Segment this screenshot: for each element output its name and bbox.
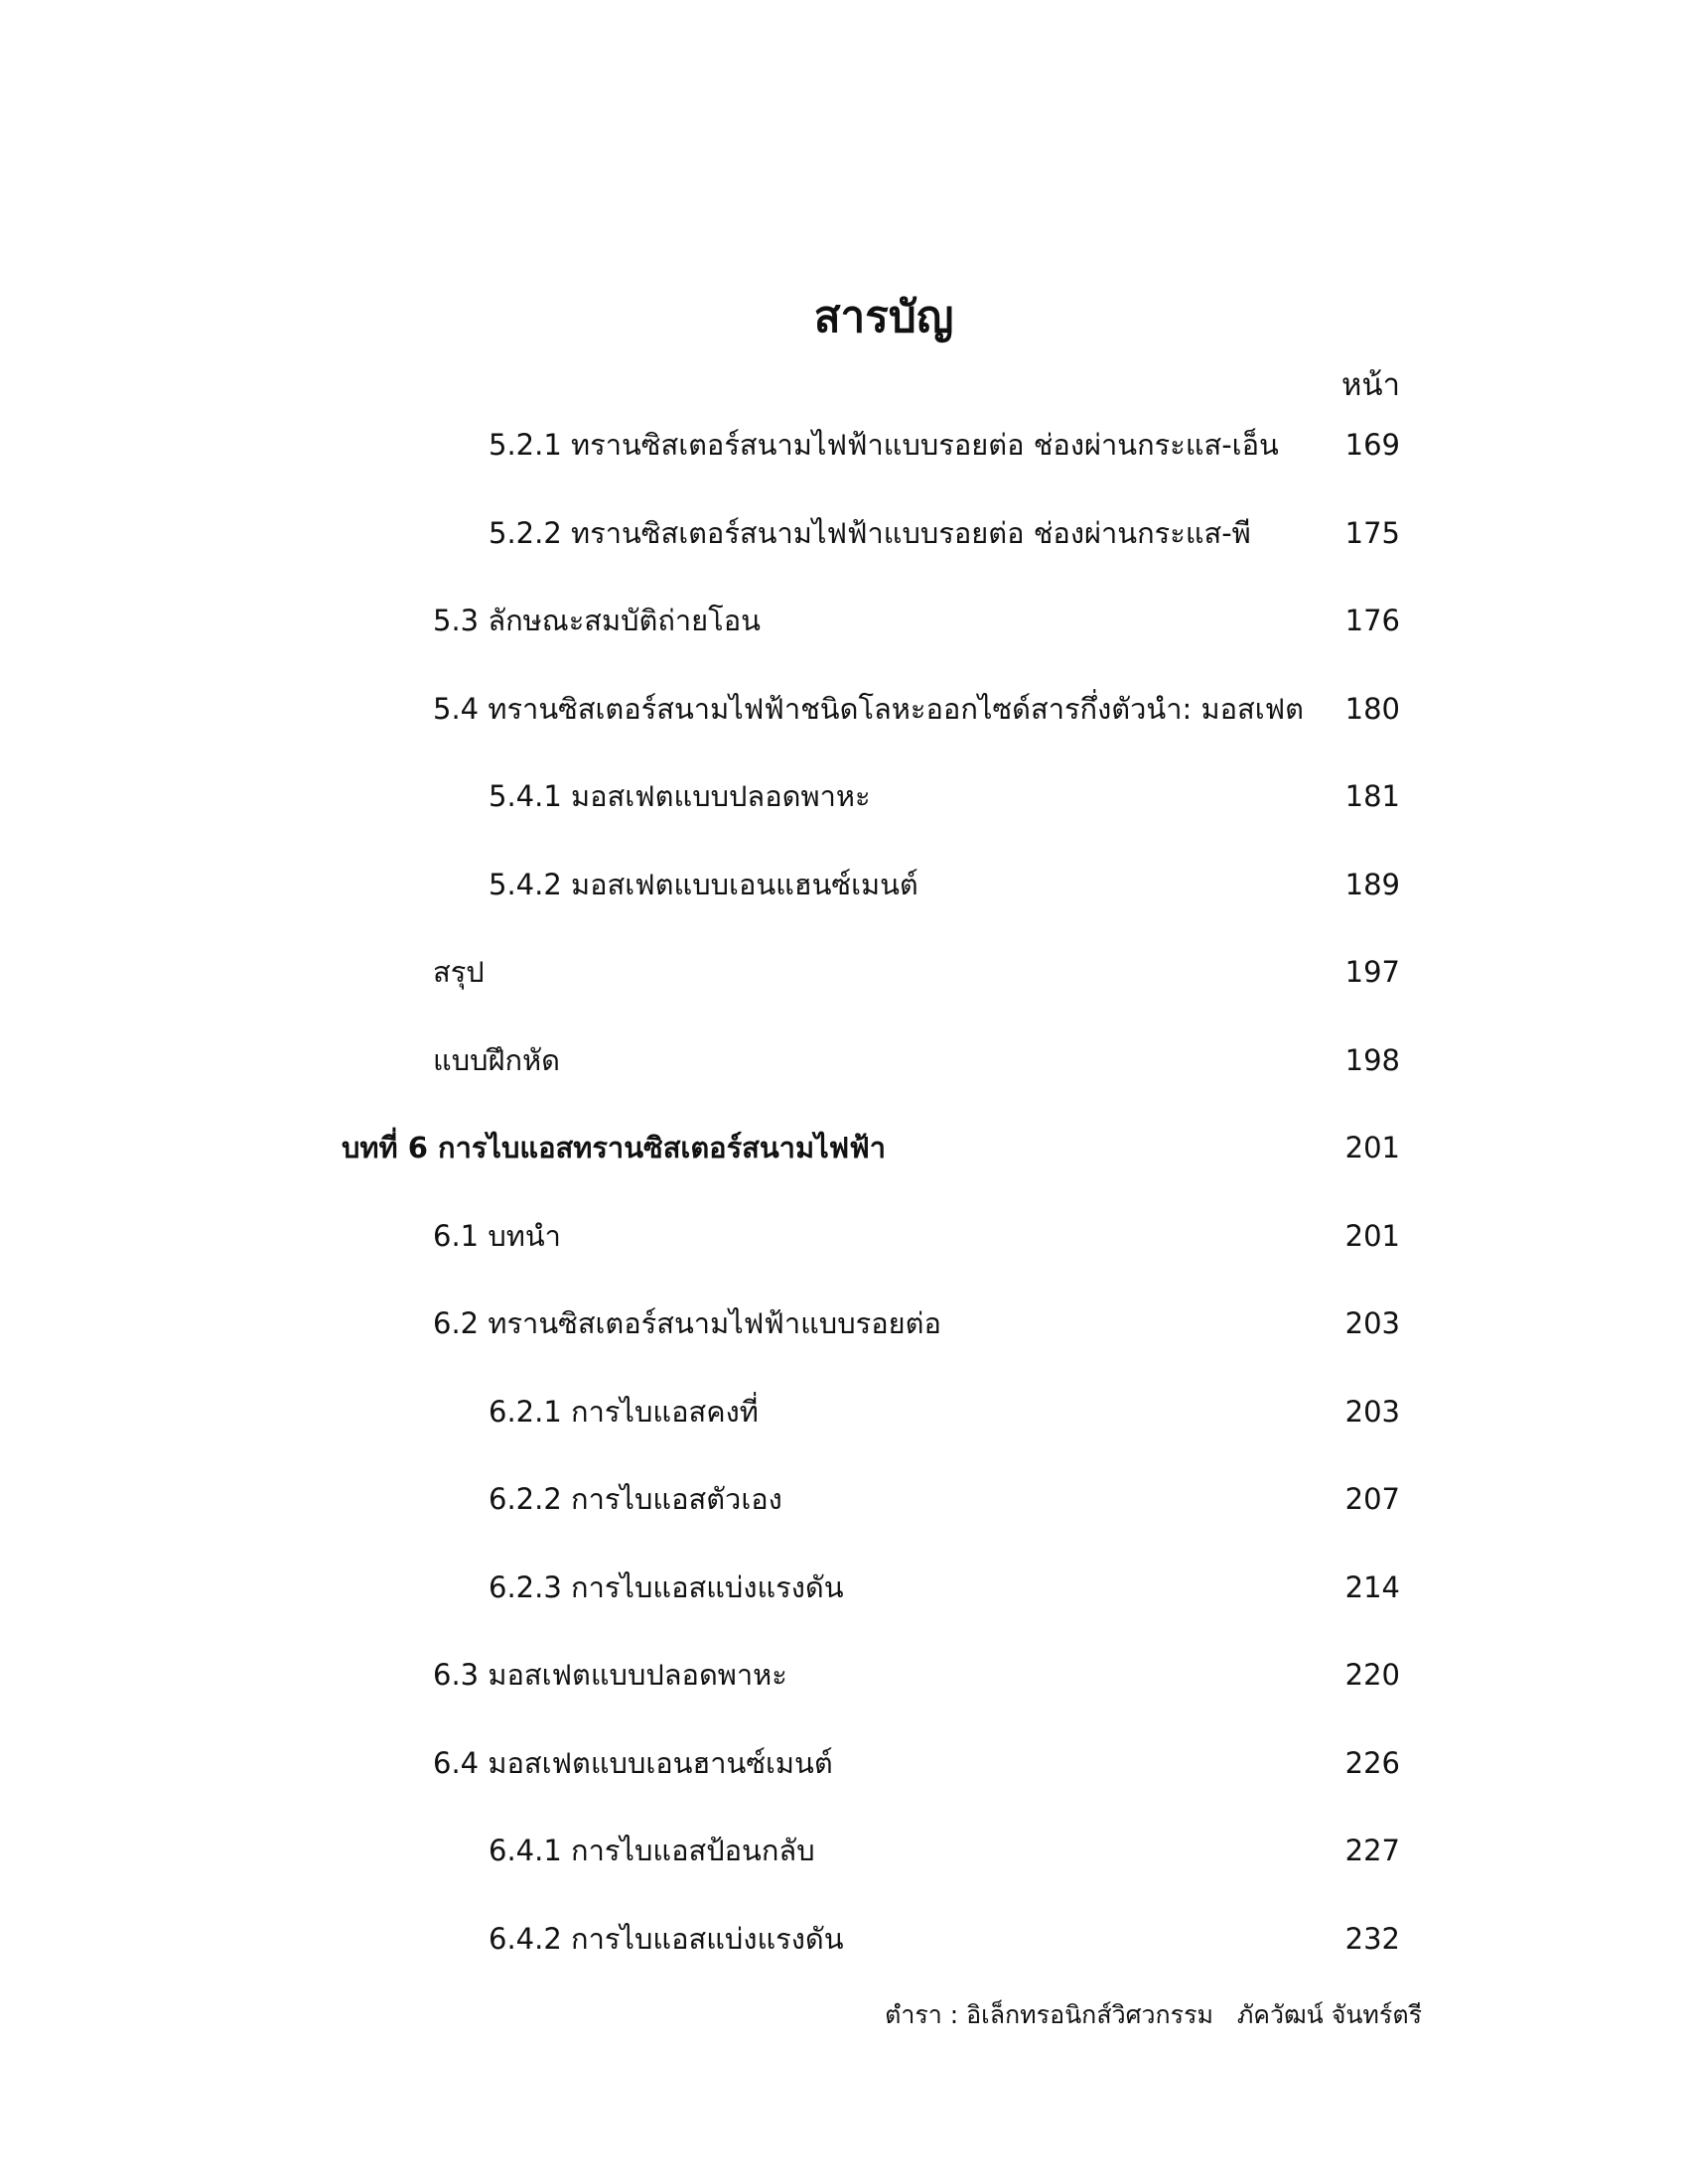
- toc-entry[interactable]: [0, 1384, 1688, 1472]
- toc-entry[interactable]: [0, 857, 1688, 945]
- toc-entry-label: 6.2.3 การไบแอสแบ่งแรงดัน: [489, 1570, 844, 1604]
- toc-entry-page-number: 169: [1344, 428, 1400, 462]
- toc-entry-page-number: 198: [1344, 1042, 1400, 1077]
- toc-entry-page-number: 207: [1344, 1482, 1400, 1516]
- toc-entry-label: 6.4.1 การไบแอสป้อนกลับ: [489, 1834, 815, 1867]
- toc-entry[interactable]: [0, 1823, 1688, 1911]
- toc-entry-page-number: 201: [1344, 1131, 1400, 1164]
- toc-entry-label: 6.2 ทรานซิสเตอร์สนามไฟฟ้าแบบรอยต่อ: [433, 1306, 941, 1340]
- toc-entry[interactable]: [0, 1032, 1688, 1121]
- toc-entry[interactable]: [0, 1296, 1688, 1384]
- toc-entry-page-number: 232: [1344, 1921, 1400, 1956]
- toc-entry-page-number: 201: [1344, 1218, 1400, 1253]
- toc-chapter-label: บทที่ 6 การไบแอสทรานซิสเตอร์สนามไฟฟ้า: [342, 1131, 887, 1164]
- toc-entry[interactable]: [0, 1647, 1688, 1735]
- toc-entry-label: 5.4.1 มอสเฟตแบบปลอดพาหะ: [489, 779, 871, 813]
- toc-entry[interactable]: [0, 1735, 1688, 1824]
- toc-entry-label: 5.4.2 มอสเฟตแบบเอนแฮนซ์เมนต์: [489, 867, 918, 901]
- toc-entry[interactable]: [0, 1560, 1688, 1648]
- toc-entry[interactable]: [0, 1911, 1688, 1999]
- toc-entry[interactable]: [0, 593, 1688, 681]
- page-title: สารบัญ: [813, 292, 954, 342]
- toc-entry-page-number: 176: [1344, 604, 1400, 637]
- table-of-contents: [0, 417, 1688, 1998]
- toc-entry-label: 5.2.2 ทรานซิสเตอร์สนามไฟฟ้าแบบรอยต่อ ช่องผ่านกระแส-พี: [489, 515, 1251, 550]
- toc-entry[interactable]: [0, 1471, 1688, 1560]
- toc-entry-page-number: 180: [1344, 691, 1400, 726]
- toc-entry[interactable]: [0, 681, 1688, 769]
- toc-entry-page-number: 203: [1344, 1306, 1400, 1340]
- page-column-label: หน้า: [1340, 367, 1400, 403]
- toc-entry-label: 6.2.1 การไบแอสคงที่: [489, 1394, 759, 1429]
- toc-entry-page-number: 203: [1344, 1394, 1400, 1429]
- toc-entry-label: 5.2.1 ทรานซิสเตอร์สนามไฟฟ้าแบบรอยต่อ ช่องผ่านกระแส-เอ็น: [489, 428, 1279, 462]
- toc-entry[interactable]: [0, 505, 1688, 594]
- toc-entry-page-number: 175: [1344, 515, 1400, 550]
- toc-entry[interactable]: [0, 944, 1688, 1032]
- toc-entry-page-number: 226: [1344, 1745, 1400, 1780]
- toc-entry-label: แบบฝึกหัด: [433, 1042, 561, 1077]
- toc-entry-page-number: 197: [1344, 955, 1400, 989]
- toc-entry-label: 6.3 มอสเฟตแบบปลอดพาหะ: [433, 1658, 787, 1692]
- toc-entry-label: 5.4 ทรานซิสเตอร์สนามไฟฟ้าชนิดโลหะออกไซด์สารกึ่งตัวนำ: มอสเฟต: [433, 691, 1304, 726]
- toc-chapter-entry[interactable]: [0, 1120, 1688, 1208]
- toc-entry-page-number: 214: [1344, 1570, 1400, 1604]
- toc-entry-label: 6.2.2 การไบแอสตัวเอง: [489, 1482, 782, 1516]
- toc-entry-label: สรุป: [433, 955, 485, 989]
- toc-entry-page-number: 227: [1344, 1834, 1400, 1867]
- toc-entry[interactable]: [0, 768, 1688, 857]
- toc-entry-label: 6.4 มอสเฟตแบบเอนฮานซ์เมนต์: [433, 1745, 833, 1780]
- toc-entry-label: 6.1 บทนำ: [433, 1218, 561, 1253]
- toc-entry-label: 5.3 ลักษณะสมบัติถ่ายโอน: [433, 604, 761, 637]
- toc-entry-page-number: 181: [1344, 779, 1400, 813]
- footer-credit: ตำรา : อิเล็กทรอนิกส์วิศวกรรม ภัควัฒน์ จันทร์ตรี: [885, 2000, 1422, 2029]
- toc-entry-page-number: 189: [1344, 867, 1400, 901]
- toc-entry[interactable]: [0, 1208, 1688, 1297]
- toc-entry-label: 6.4.2 การไบแอสแบ่งแรงดัน: [489, 1921, 844, 1956]
- toc-entry-page-number: 220: [1344, 1658, 1400, 1692]
- toc-entry[interactable]: [0, 417, 1688, 505]
